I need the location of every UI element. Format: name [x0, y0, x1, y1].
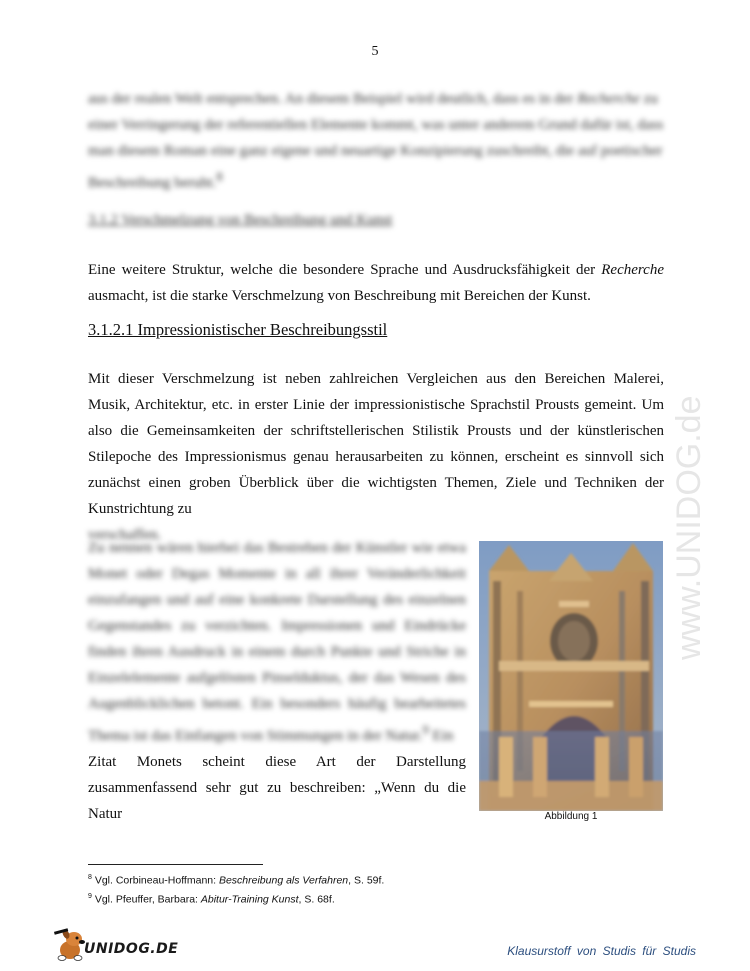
- footnote-post: , S. 59f.: [348, 874, 385, 887]
- section-heading-3-1-2-1: 3.1.2.1 Impressionistischer Beschreibungsstil: [88, 320, 388, 339]
- page-number: 5: [371, 44, 379, 59]
- intro-text-a: Eine weitere Struktur, welche die besondere Sprache und Ausdrucksfähigkeit der: [88, 262, 602, 278]
- footnote-title: Beschreibung als Verfahren: [218, 874, 349, 887]
- top-line-2: einer Verringerung der referentiellen Elemente kommt, was unter anderem Grund dafür ist, dass: [88, 117, 664, 133]
- intro-paragraph: [88, 257, 664, 309]
- left-paragraph-blurred-tail: Ein: [432, 728, 454, 744]
- footnote-num: 9: [88, 892, 92, 900]
- footnote-ref-9[interactable]: 9: [422, 723, 429, 737]
- left-paragraph-line-2: zusammenfassend sehr gut zu beschreiben: „Wenn du die Natur: [88, 780, 466, 822]
- top-line-1: [88, 86, 664, 112]
- footnote-9: [88, 889, 384, 908]
- intro-em: Recherche: [601, 262, 664, 278]
- footnote-divider: [88, 864, 263, 865]
- logo-text: UNIDOG.DE: [84, 941, 179, 957]
- main-paragraph-blurred-end: verschaffen.: [88, 527, 162, 543]
- footnote-title: Abitur-Training Kunst: [200, 893, 299, 905]
- footnote-pre: Vgl. Pfeuffer, Barbara:: [94, 893, 201, 905]
- tagline: Klausurstoff von Studis für Studis: [507, 944, 696, 958]
- footnote-8: [88, 870, 384, 889]
- top-line-3: man diesem Roman eine ganz eigene und neuartige Konzipierung zuschreibt, die auf poetischer: [88, 143, 663, 159]
- painting-image: [479, 541, 663, 811]
- footnote-num: 8: [88, 874, 92, 881]
- watermark: [668, 250, 708, 670]
- top-paragraph: [88, 86, 664, 196]
- section-heading-3-1-2: 3.1.2 Verschmelzung von Beschreibung und Kunst: [88, 212, 393, 228]
- top-line-1b: zu: [639, 91, 658, 107]
- monet-cathedral-painting: [479, 541, 663, 811]
- footnote-ref-8[interactable]: 8: [216, 170, 223, 184]
- footnote-pre: Vgl. Corbineau-Hoffmann:: [94, 874, 219, 887]
- left-paragraph-line-1: Zitat Monets scheint diese Art der Darstellung: [88, 754, 466, 770]
- top-line-4: [88, 164, 664, 196]
- main-paragraph-text: Mit dieser Verschmelzung ist neben zahlreichen Vergleichen aus den Bereichen Malerei, Musik, Architektur, etc. in erster Linie der impressionistische Sprachstil Prousts gemeint. Um also die Gemeinsamkeiten der schriftstellerischen Stilistik Prousts und der künstlerischen Stilepoche des Impressionismus genau herausarbeiten zu können, erscheint es sinnvoll sich zunächst einen groben Überblick über die wichtigsten Themen, Ziele und Techniken der Kunstrichtung zu: [88, 371, 664, 517]
- top-line-4-text: Beschreibung beruht.: [88, 175, 217, 191]
- left-paragraph-blurred: Zu nennen wären hierbei das Bestreben der Künstler wie etwa Monet oder Degas Momente in all ihrer Veränderlichkeit einzufangen und auf eine konkrete Darstellung des einzelnen Gegenstandes zu verzichten. Impressionen und Eindrücke finden ihren Ausdruck in einem durch Punkte und Striche in Einzelelemente aufgelösten Pinselduktus, der das Wesen des Augenblicklichen betont. Ein besonders häufig bearbeitetes Thema ist das Einfangen von Stimmungen in der Natur.: [88, 540, 466, 744]
- top-line-1a: aus der realen Welt entsprechen. An diesem Beispiel wird deutlich, dass es in der: [88, 91, 578, 107]
- footnotes: [88, 870, 384, 907]
- intro-text-b: ausmacht, ist die starke Verschmelzung von Beschreibung mit Bereichen der Kunst.: [88, 288, 591, 304]
- watermark-text: www.UNIDOG.de: [670, 395, 708, 660]
- figure-caption: Abbildung 1: [544, 811, 598, 822]
- main-paragraph: [88, 366, 664, 548]
- figure-side-paragraph: [88, 535, 466, 827]
- footnote-post: , S. 68f.: [298, 893, 335, 905]
- top-line-1-em: Recherche: [577, 91, 640, 107]
